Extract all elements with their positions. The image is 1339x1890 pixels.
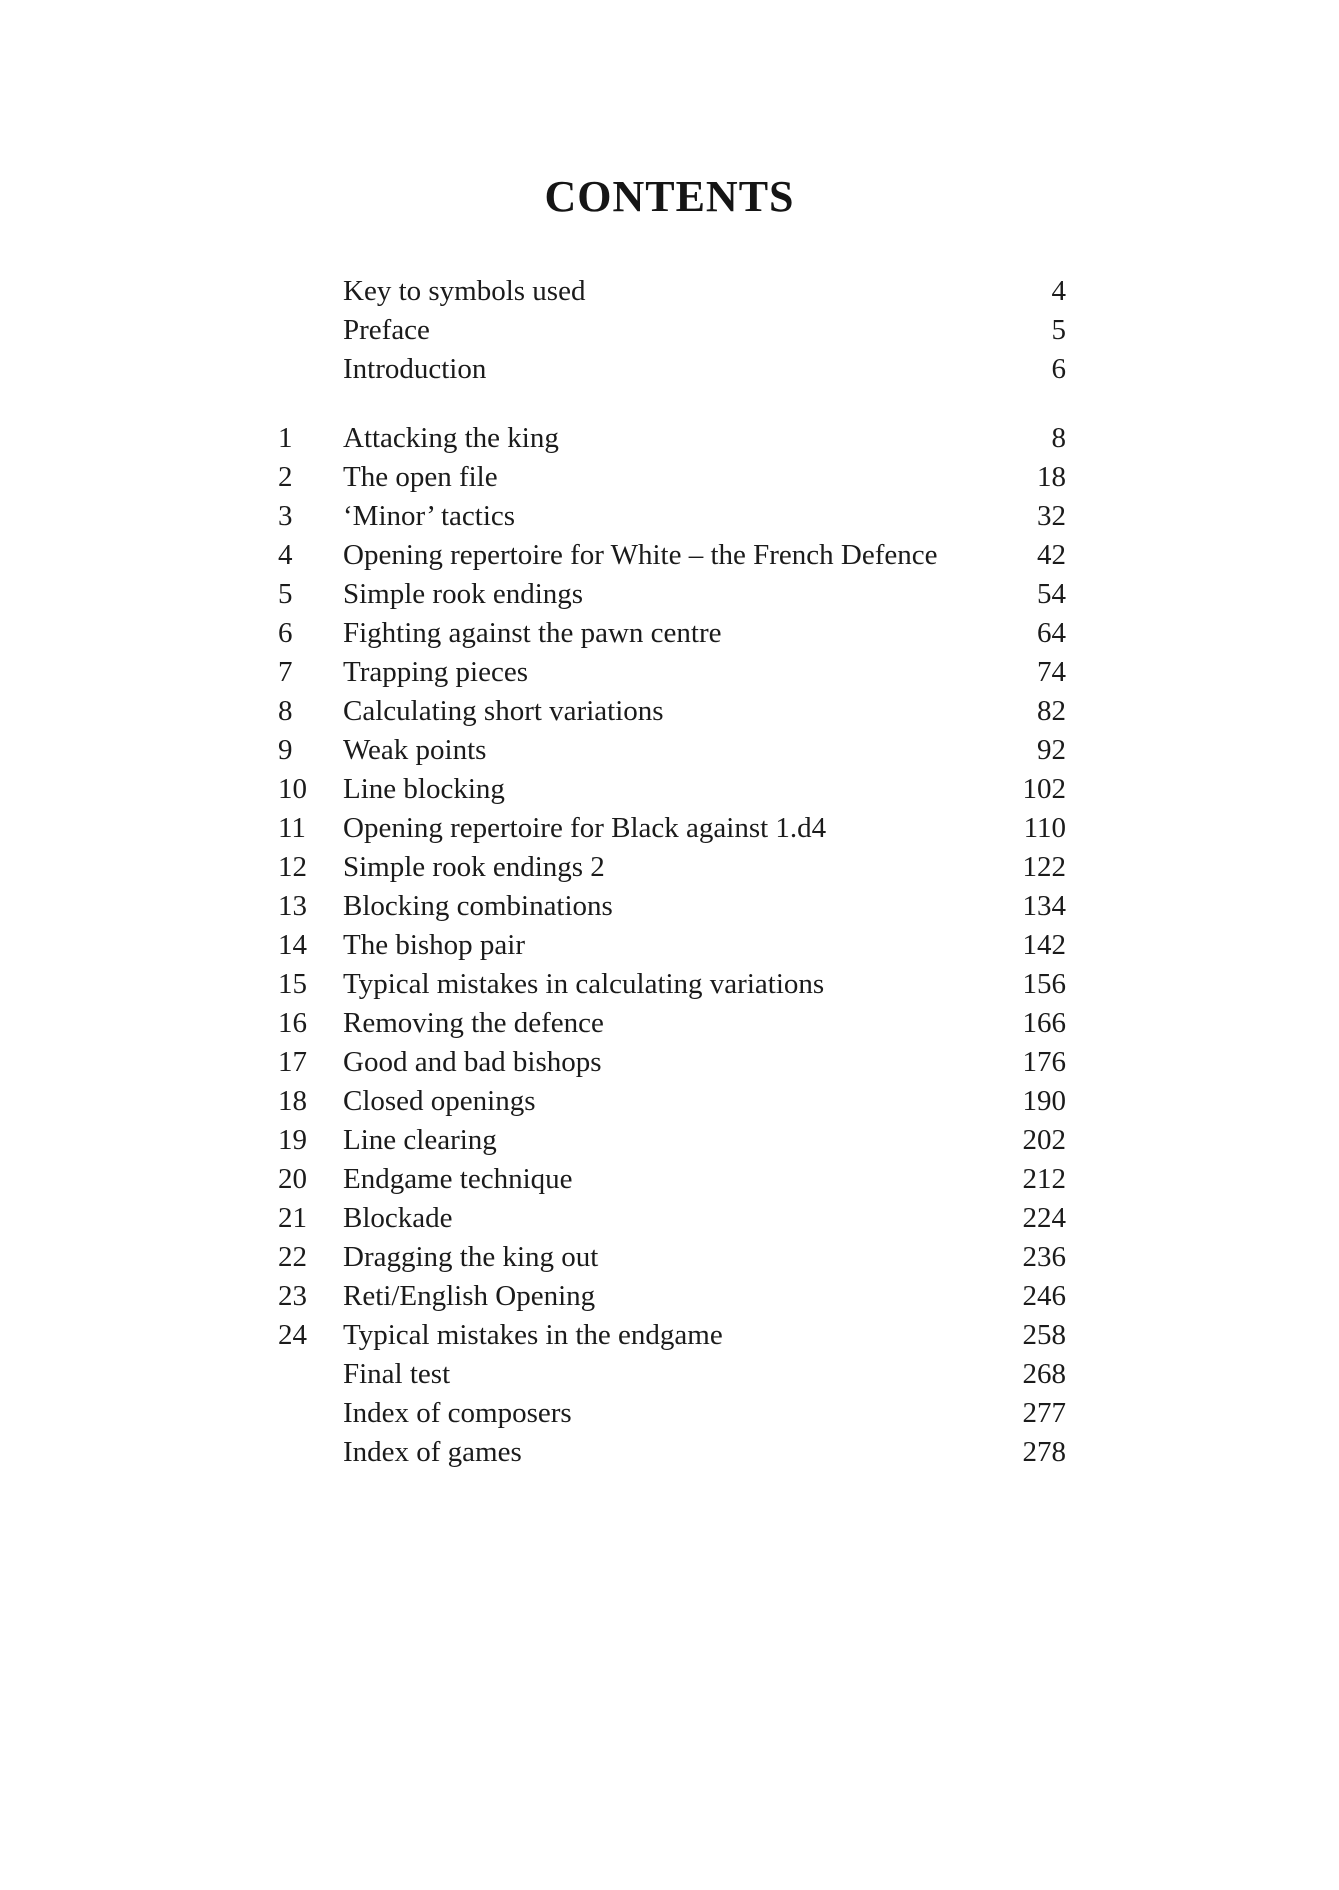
entry-title: Index of composers <box>343 1397 572 1429</box>
entry-page-number: 64 <box>1037 617 1066 649</box>
toc-entry <box>278 1355 1066 1394</box>
entry-title: Simple rook endings <box>343 578 584 610</box>
entry-title: Simple rook endings 2 <box>343 851 605 883</box>
entry-title: Weak points <box>343 734 487 766</box>
entry-title: Final test <box>343 1358 451 1390</box>
toc-entry <box>278 965 1066 1004</box>
entry-page-number: 122 <box>1022 851 1066 883</box>
entry-page-number: 246 <box>1022 1280 1066 1312</box>
chapter-number: 7 <box>278 656 293 688</box>
toc-entry <box>278 887 1066 926</box>
toc-entry <box>278 1121 1066 1160</box>
entry-page-number: 92 <box>1037 734 1066 766</box>
chapter-number: 5 <box>278 578 293 610</box>
toc-entry <box>278 614 1066 653</box>
toc-entry <box>278 926 1066 965</box>
toc-entry <box>278 272 1066 311</box>
chapter-number: 20 <box>278 1163 307 1195</box>
chapter-number: 23 <box>278 1280 307 1312</box>
entry-page-number: 4 <box>1051 275 1066 307</box>
table-of-contents <box>278 272 1066 1472</box>
entry-page-number: 258 <box>1022 1319 1066 1351</box>
entry-page-number: 268 <box>1022 1358 1066 1390</box>
toc-entry <box>278 731 1066 770</box>
entry-title: Index of games <box>343 1436 522 1468</box>
toc-entry <box>278 1394 1066 1433</box>
entry-page-number: 212 <box>1022 1163 1066 1195</box>
entry-page-number: 42 <box>1037 539 1066 571</box>
entry-page-number: 142 <box>1022 929 1066 961</box>
entry-title: Line clearing <box>343 1124 497 1156</box>
entry-title: Typical mistakes in calculating variations <box>343 968 825 1000</box>
toc-entry <box>278 458 1066 497</box>
chapter-number: 18 <box>278 1085 307 1117</box>
chapter-list <box>278 419 1066 1355</box>
entry-title: The bishop pair <box>343 929 526 961</box>
toc-entry <box>278 848 1066 887</box>
entry-page-number: 156 <box>1022 968 1066 1000</box>
front-matter-list <box>278 272 1066 389</box>
entry-title: Preface <box>343 314 430 346</box>
entry-page-number: 18 <box>1037 461 1066 493</box>
entry-title: ‘Minor’ tactics <box>343 500 516 532</box>
entry-page-number: 82 <box>1037 695 1066 727</box>
entry-page-number: 176 <box>1022 1046 1066 1078</box>
chapter-number: 24 <box>278 1319 307 1351</box>
chapter-number: 16 <box>278 1007 307 1039</box>
toc-entry <box>278 536 1066 575</box>
toc-entry <box>278 311 1066 350</box>
toc-entry <box>278 1433 1066 1472</box>
chapter-number: 17 <box>278 1046 307 1078</box>
entry-title: Opening repertoire for White – the French Defence <box>343 539 938 571</box>
back-matter-list <box>278 1355 1066 1472</box>
chapter-number: 2 <box>278 461 293 493</box>
toc-entry <box>278 1199 1066 1238</box>
entry-title: Blockade <box>343 1202 453 1234</box>
toc-entry <box>278 497 1066 536</box>
chapter-number: 21 <box>278 1202 307 1234</box>
entry-page-number: 166 <box>1022 1007 1066 1039</box>
entry-page-number: 8 <box>1051 422 1066 454</box>
toc-entry <box>278 419 1066 458</box>
page-title: CONTENTS <box>544 172 795 221</box>
entry-page-number: 236 <box>1022 1241 1066 1273</box>
chapter-number: 13 <box>278 890 307 922</box>
entry-page-number: 190 <box>1022 1085 1066 1117</box>
chapter-number: 10 <box>278 773 307 805</box>
entry-page-number: 74 <box>1037 656 1066 688</box>
entry-title: Fighting against the pawn centre <box>343 617 722 649</box>
toc-entry <box>278 1082 1066 1121</box>
toc-entry <box>278 1277 1066 1316</box>
chapter-number: 9 <box>278 734 293 766</box>
entry-page-number: 54 <box>1037 578 1066 610</box>
entry-title: Dragging the king out <box>343 1241 599 1273</box>
entry-title: Typical mistakes in the endgame <box>343 1319 723 1351</box>
toc-entry <box>278 770 1066 809</box>
toc-entry <box>278 1238 1066 1277</box>
entry-title: Endgame technique <box>343 1163 573 1195</box>
toc-entry <box>278 1160 1066 1199</box>
entry-title: Trapping pieces <box>343 656 528 688</box>
toc-entry <box>278 1316 1066 1355</box>
chapter-number: 4 <box>278 539 293 571</box>
chapter-number: 12 <box>278 851 307 883</box>
entry-title: Removing the defence <box>343 1007 604 1039</box>
toc-entry <box>278 692 1066 731</box>
entry-title: The open file <box>343 461 498 493</box>
toc-entry <box>278 809 1066 848</box>
chapter-number: 19 <box>278 1124 307 1156</box>
entry-title: Closed openings <box>343 1085 536 1117</box>
entry-page-number: 5 <box>1051 314 1066 346</box>
entry-page-number: 32 <box>1037 500 1066 532</box>
entry-title: Calculating short variations <box>343 695 664 727</box>
chapter-number: 8 <box>278 695 293 727</box>
entry-title: Attacking the king <box>343 422 559 454</box>
entry-page-number: 202 <box>1022 1124 1066 1156</box>
toc-entry <box>278 1043 1066 1082</box>
entry-page-number: 110 <box>1023 812 1066 844</box>
chapter-number: 1 <box>278 422 293 454</box>
chapter-number: 14 <box>278 929 307 961</box>
chapter-number: 6 <box>278 617 293 649</box>
entry-page-number: 224 <box>1022 1202 1066 1234</box>
toc-entry <box>278 350 1066 389</box>
entry-title: Key to symbols used <box>343 275 586 307</box>
entry-page-number: 278 <box>1022 1436 1066 1468</box>
toc-entry <box>278 1004 1066 1043</box>
toc-entry <box>278 653 1066 692</box>
entry-page-number: 134 <box>1022 890 1066 922</box>
entry-title: Blocking combinations <box>343 890 613 922</box>
entry-page-number: 102 <box>1022 773 1066 805</box>
entry-page-number: 6 <box>1051 353 1066 385</box>
chapter-number: 11 <box>278 812 306 844</box>
chapter-number: 15 <box>278 968 307 1000</box>
entry-title: Reti/English Opening <box>343 1280 596 1312</box>
entry-page-number: 277 <box>1022 1397 1066 1429</box>
entry-title: Line blocking <box>343 773 505 805</box>
chapter-number: 22 <box>278 1241 307 1273</box>
entry-title: Introduction <box>343 353 487 385</box>
entry-title: Opening repertoire for Black against 1.d4 <box>343 812 827 844</box>
entry-title: Good and bad bishops <box>343 1046 602 1078</box>
toc-entry <box>278 575 1066 614</box>
chapter-number: 3 <box>278 500 293 532</box>
